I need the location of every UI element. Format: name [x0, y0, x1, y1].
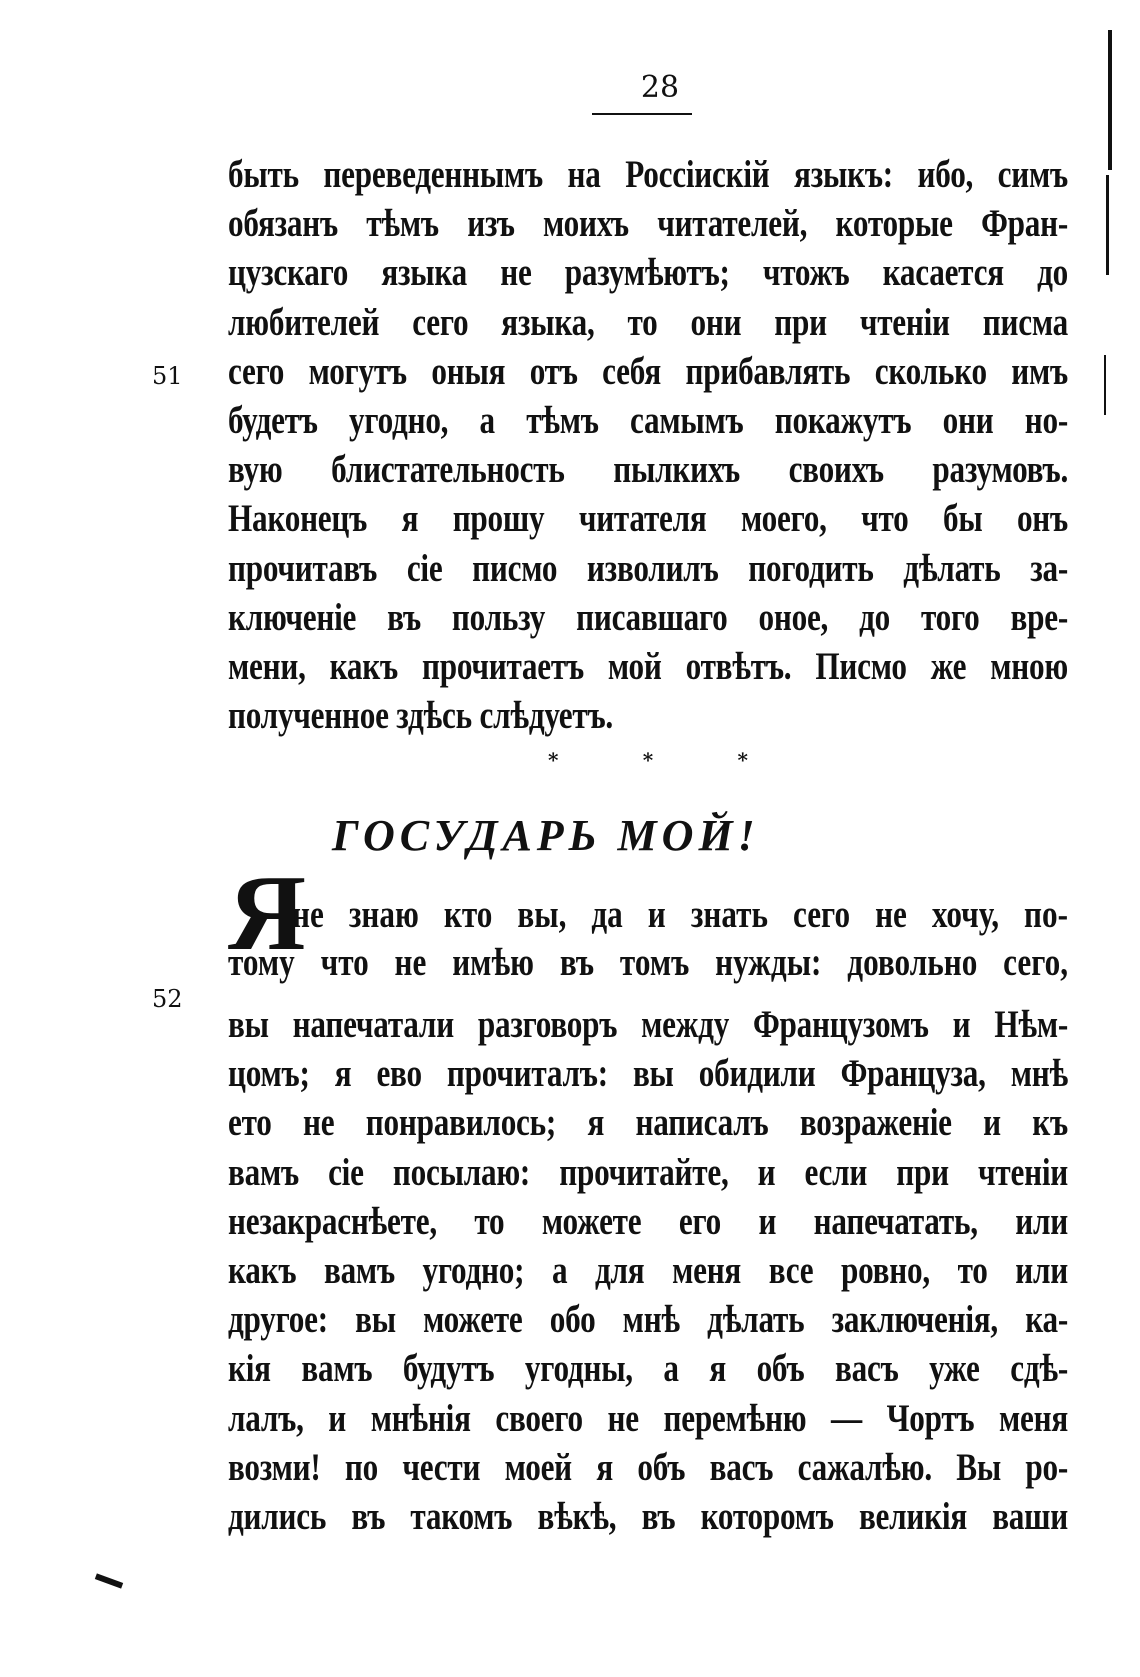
page-number-rule — [592, 113, 692, 115]
text-line: дились въ такомъ вѣкѣ, въ которомъ великiя ваши — [228, 1494, 1068, 1538]
intro-paragraph — [228, 150, 1068, 740]
text-line: вы напечатали разговоръ между Французомъ и Нѣм- — [228, 1003, 1068, 1046]
letter-paragraph — [228, 1000, 1068, 1541]
text-line: незакраснѣете, то можете его и напечатать, или — [228, 1199, 1068, 1243]
text-line: другое: вы можете обо мнѣ дѣлать заключенiя, ка- — [228, 1298, 1068, 1342]
letter-salutation: ГОСУДАРЬ МОЙ! — [332, 811, 760, 860]
drop-cap: Я — [228, 854, 306, 973]
text-line: не знаю кто вы, да и знать сего не хочу, по- — [292, 893, 1068, 936]
text-line: возми! по чести моей я объ васъ сажалѣю. Вы ро- — [228, 1445, 1068, 1489]
scan-edge-mark — [1106, 175, 1109, 275]
text-line: ето не понравилось; я написалъ возраженiе и къ — [228, 1101, 1068, 1145]
text-line: вую блистательность пылкихъ своихъ разумовъ. — [228, 448, 1068, 492]
margin-marker-52: 52 — [152, 985, 183, 1013]
scan-edge-mark — [95, 1573, 123, 1588]
text-line: быть переведеннымъ на Россiискiй языкъ: ибо, симъ — [228, 153, 1068, 196]
scan-edge-mark — [1104, 355, 1106, 415]
text-line: сего могутъ оныя отъ себя прибавлять сколько имъ — [228, 349, 1068, 393]
separator-star: * — [548, 748, 559, 772]
text-line: будетъ угодно, а тѣмъ самымъ покажутъ они но- — [228, 398, 1068, 442]
text-line: цузскаго языка не разумѣютъ; чтожъ касается до — [228, 251, 1068, 295]
text-line: Наконецъ я прошу читателя моего, что бы онъ — [228, 497, 1068, 541]
margin-marker-51: 51 — [152, 362, 183, 390]
text-line: мени, какъ прочитаетъ мой отвѣтъ. Писмо же мною — [228, 644, 1068, 688]
text-line: ключенiе въ пользу писавшаго оное, до того вре- — [228, 595, 1068, 639]
text-line: цомъ; я ево прочиталъ: вы обидили Француза, мнѣ — [228, 1052, 1068, 1096]
text-line: лалъ, и мнѣнiя своего не перемѣню — Чортъ меня — [228, 1396, 1068, 1440]
scan-edge-mark — [1108, 30, 1112, 170]
text-line: полученное здѣсь слѣдуетъ. — [228, 694, 613, 738]
separator-star: * — [642, 748, 654, 772]
section-separator — [548, 748, 748, 772]
text-line: какъ вамъ угодно; а для меня все ровно, то или — [228, 1248, 1068, 1292]
text-line: любителей сего языка, то они при чтенiи писма — [228, 300, 1068, 344]
separator-star: * — [737, 748, 748, 772]
text-line: тому что не имѣю въ томъ нужды: довольно сего, — [228, 941, 1068, 984]
page-number: 28 — [640, 70, 680, 105]
text-line: кiя вамъ будутъ угодны, а я объ васъ уже сдѣ- — [228, 1347, 1068, 1391]
text-line: обязанъ тѣмъ изъ моихъ читателей, которые Фран- — [228, 202, 1068, 246]
text-line: прочитавъ сiе писмо изволилъ погодить дѣлать за- — [228, 546, 1068, 590]
text-line: вамъ сiе посылаю: прочитайте, и если при чтенiи — [228, 1150, 1068, 1194]
